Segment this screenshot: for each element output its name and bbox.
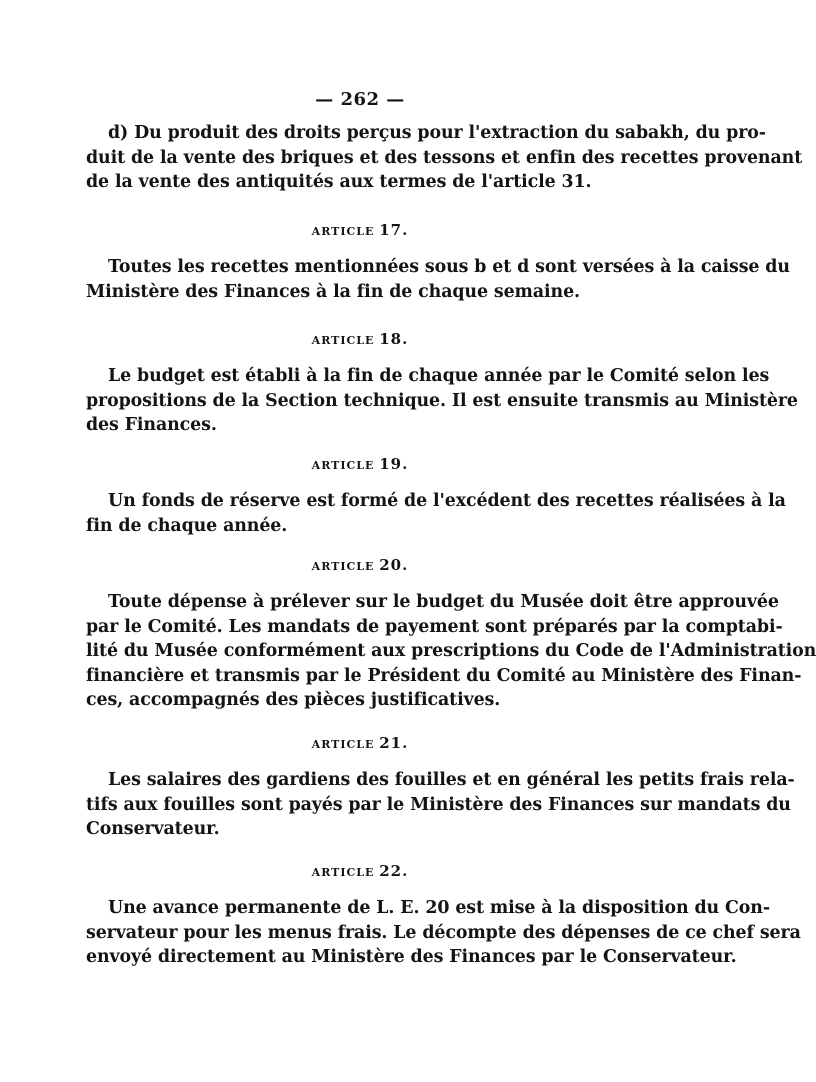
article-heading-20: [0, 556, 720, 574]
article-label: ARTICLE: [311, 866, 375, 879]
paragraph-text: [86, 364, 798, 438]
text-line: Le budget est établi à la fin de chaque année par le Comité selon les: [108, 366, 770, 386]
paragraph-text: [86, 255, 790, 304]
article-heading-19: [0, 455, 720, 473]
text-line: des Finances.: [86, 415, 217, 435]
paragraph-text: [86, 590, 816, 713]
article-label: ARTICLE: [311, 225, 375, 238]
paragraph-text: [86, 768, 795, 842]
text-line: duit de la vente des briques et des tessons et enfin des recettes provenant: [86, 147, 803, 168]
text-line: servateur pour les menus frais. Le décompte des dépenses de ce chef sera: [86, 922, 801, 943]
paragraph-d: [86, 121, 803, 195]
text-line: Conservateur.: [86, 819, 220, 839]
article-heading-18: [0, 330, 720, 348]
article-body-20: [86, 590, 816, 713]
text-line: fin de chaque année.: [86, 515, 288, 536]
paragraph-text: [86, 121, 803, 195]
article-label: ARTICLE: [311, 560, 375, 573]
article-number: 21.: [379, 734, 409, 752]
paragraph-text: [86, 489, 786, 538]
text-line: Toute dépense à prélever sur le budget du Musée doit être approuvée: [108, 592, 779, 612]
text-line: Les salaires des gardiens des fouilles et en général les petits frais rela-: [108, 770, 795, 790]
article-body-22: [86, 896, 801, 970]
article-heading-21: [0, 734, 720, 752]
article-number: 20.: [379, 556, 409, 574]
article-number: 17.: [379, 221, 409, 239]
article-body-17: [86, 255, 790, 304]
article-body-19: [86, 489, 786, 538]
text-line: Une avance permanente de L. E. 20 est mise à la disposition du Con-: [108, 898, 770, 918]
article-body-21: [86, 768, 795, 842]
article-body-18: [86, 364, 798, 438]
text-line: financière et transmis par le Président du Comité au Ministère des Finan-: [86, 665, 802, 686]
text-line: Ministère des Finances à la fin de chaque semaine.: [86, 281, 580, 302]
article-number: 18.: [379, 330, 409, 348]
text-line: par le Comité. Les mandats de payement sont préparés par la comptabi-: [86, 616, 783, 637]
text-line: de la vente des antiquités aux termes de l'article 31.: [86, 172, 592, 192]
text-line: d) Du produit des droits perçus pour l'extraction du sabakh, du pro-: [108, 123, 766, 143]
article-heading-17: [0, 221, 720, 239]
text-line: lité du Musée conformément aux prescriptions du Code de l'Administration: [86, 641, 816, 661]
article-label: ARTICLE: [311, 334, 375, 347]
text-line: envoyé directement au Ministère des Finances par le Conservateur.: [86, 947, 737, 967]
text-line: ces, accompagnés des pièces justificatives.: [86, 690, 501, 710]
article-label: ARTICLE: [311, 459, 375, 472]
text-line: Un fonds de réserve est formé de l'excédent des recettes réalisées à la: [108, 491, 786, 511]
text-line: tifs aux fouilles sont payés par le Ministère des Finances sur mandats du: [86, 794, 791, 815]
article-number: 19.: [379, 455, 409, 473]
text-line: propositions de la Section technique. Il est ensuite transmis au Ministère: [86, 390, 798, 411]
paragraph-text: [86, 896, 801, 970]
article-label: ARTICLE: [311, 738, 375, 751]
page-number: — 262 —: [315, 89, 405, 110]
text-line: Toutes les recettes mentionnées sous b et d sont versées à la caisse du: [108, 257, 790, 277]
article-heading-22: [0, 862, 720, 880]
article-number: 22.: [379, 862, 409, 880]
